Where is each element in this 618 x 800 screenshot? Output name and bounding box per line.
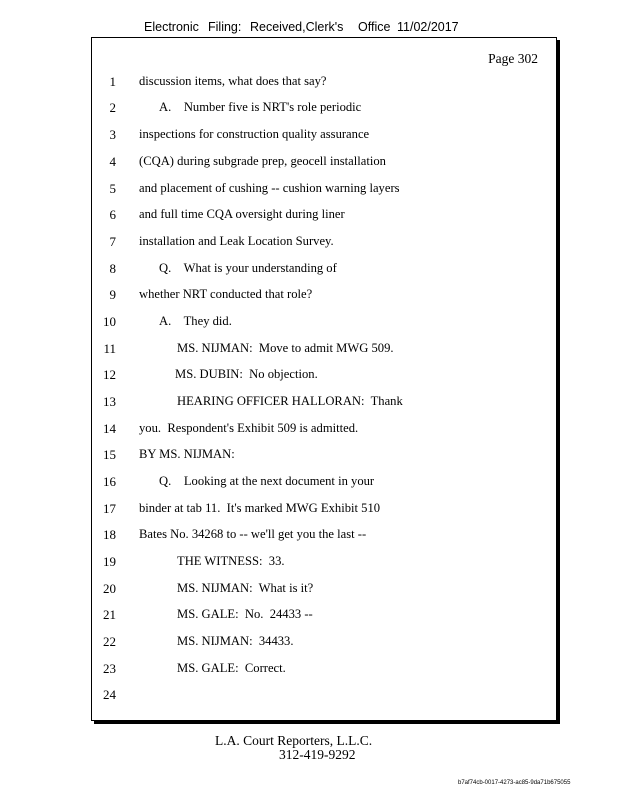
line-number: 5 (109, 181, 116, 196)
line-text: discussion items, what does that say? (139, 74, 327, 88)
line-number: 22 (103, 634, 116, 649)
transcript-line (92, 127, 556, 147)
line-text: MS. NIJMAN: What is it? (177, 581, 314, 595)
transcript-line (92, 421, 556, 441)
line-text: you. Respondent's Exhibit 509 is admitted. (139, 421, 359, 435)
line-number: 18 (103, 527, 116, 542)
transcript-line (92, 234, 556, 254)
line-text: Bates No. 34268 to -- we'll get you the last -- (139, 527, 367, 541)
transcript-line (92, 687, 556, 707)
transcript-line (92, 474, 556, 494)
transcript-line (92, 367, 556, 387)
line-number: 8 (109, 261, 116, 276)
header-electronic: Electronic (144, 20, 199, 34)
transcript-page (91, 37, 557, 721)
line-number: 1 (109, 74, 116, 89)
header-received: Received,Clerk's (250, 20, 344, 34)
line-text: THE WITNESS: 33. (177, 554, 285, 568)
line-text: A. Number five is NRT's role periodic (159, 100, 362, 114)
line-number: 9 (109, 287, 116, 302)
transcript-line (92, 74, 556, 94)
line-text: MS. DUBIN: No objection. (175, 367, 318, 381)
transcript-line (92, 341, 556, 361)
line-number: 14 (103, 421, 116, 436)
transcript-line (92, 154, 556, 174)
line-text: MS. GALE: Correct. (177, 661, 286, 675)
transcript-line (92, 287, 556, 307)
line-text: MS. GALE: No. 24433 -- (177, 607, 313, 621)
line-text: HEARING OFFICER HALLORAN: Thank (177, 394, 403, 408)
transcript-line (92, 447, 556, 467)
line-text: and placement of cushing -- cushion warning layers (139, 181, 400, 195)
line-number: 2 (109, 100, 116, 115)
line-text: MS. NIJMAN: Move to admit MWG 509. (177, 341, 394, 355)
transcript-line (92, 314, 556, 334)
reporter-company: L.A. Court Reporters, L.L.C. (215, 733, 373, 748)
line-text: Q. What is your understanding of (159, 261, 337, 275)
line-number: 24 (103, 687, 116, 702)
transcript-line (92, 181, 556, 201)
line-text: A. They did. (159, 314, 232, 328)
line-number: 15 (103, 447, 116, 462)
reporter-phone: 312-419-9292 (279, 747, 356, 762)
line-number: 16 (103, 474, 116, 489)
line-text: MS. NIJMAN: 34433. (177, 634, 294, 648)
line-number: 23 (103, 661, 116, 676)
page-number: Page 302 (488, 51, 538, 66)
line-text: (CQA) during subgrade prep, geocell installation (139, 154, 386, 168)
line-number: 12 (103, 367, 116, 382)
line-number: 21 (103, 607, 116, 622)
line-text: binder at tab 11. It's marked MWG Exhibit 510 (139, 501, 381, 515)
line-text: whether NRT conducted that role? (139, 287, 313, 301)
line-number: 7 (109, 234, 116, 249)
transcript-line (92, 501, 556, 521)
transcript-line (92, 100, 556, 120)
line-text: installation and Leak Location Survey. (139, 234, 334, 248)
line-number: 20 (103, 581, 116, 596)
line-number: 17 (103, 501, 116, 516)
header-office: Office (358, 20, 391, 34)
line-text: inspections for construction quality assurance (139, 127, 370, 141)
filing-stamp-header (0, 20, 618, 38)
document-hash: b7af74cb-0017-4273-ac85-9da71b675055 (458, 780, 571, 786)
transcript-line (92, 634, 556, 654)
transcript-line (92, 581, 556, 601)
transcript-line (92, 207, 556, 227)
transcript-line (92, 394, 556, 414)
header-filing: Filing: (208, 20, 242, 34)
line-text: Q. Looking at the next document in your (159, 474, 375, 488)
transcript-line (92, 554, 556, 574)
line-number: 13 (103, 394, 116, 409)
line-number: 4 (109, 154, 116, 169)
header-date: 11/02/2017 (397, 20, 459, 34)
line-number: 6 (109, 207, 116, 222)
transcript-line (92, 261, 556, 281)
line-number: 19 (103, 554, 116, 569)
transcript-line (92, 661, 556, 681)
line-number: 10 (103, 314, 116, 329)
transcript-line (92, 527, 556, 547)
line-number: 3 (109, 127, 116, 142)
line-text: and full time CQA oversight during liner (139, 207, 345, 221)
line-number: 11 (103, 341, 116, 356)
line-text: BY MS. NIJMAN: (139, 447, 235, 461)
transcript-line (92, 607, 556, 627)
